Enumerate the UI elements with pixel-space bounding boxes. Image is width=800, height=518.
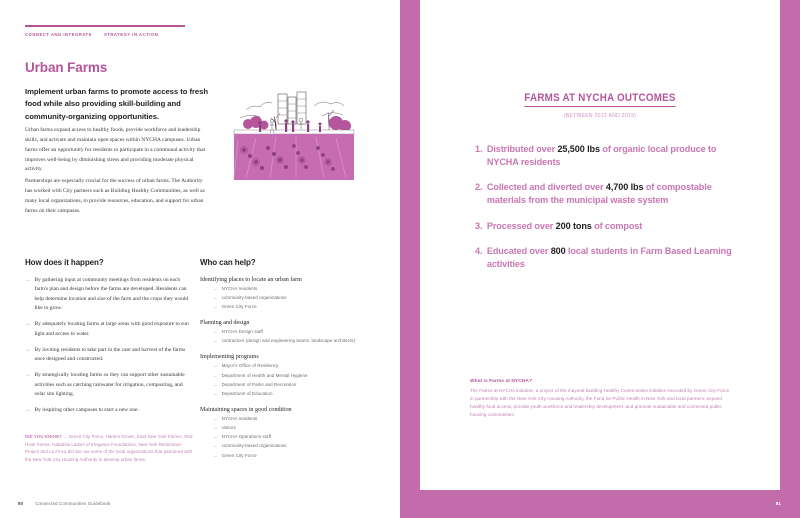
outcome-prefix: Collected and diverted over <box>486 182 606 193</box>
who-group-label: Maintaining spaces in good condition <box>200 406 292 413</box>
arrow-icon: → <box>213 390 218 396</box>
body-paragraph-1: Urban farms expand access to healthy foods, provide workforce and leadership skills, and activate and maintain open spaces within NYCHA campuses. Urban farms offer an opportunity for residents to participate in a communal activity that improves well-being by diminishing stress and providing moderate physical activity. <box>25 127 206 173</box>
outcome-value: 200 tons <box>555 220 592 231</box>
list-item <box>213 373 370 380</box>
arrow-icon: → <box>213 443 218 449</box>
arrow-icon: → <box>213 329 218 335</box>
who-group-list <box>200 286 370 311</box>
list-item <box>213 391 370 398</box>
arrow-icon: → <box>213 295 218 301</box>
list-item-text: By inviting residents to take part in the care and harvest of the farms once designed and constructed. <box>34 346 186 363</box>
who-group-label: Planning and design <box>200 320 250 327</box>
outcome-prefix: Distributed over <box>486 144 558 154</box>
list-item <box>25 320 193 339</box>
what-is-farms-block <box>470 379 732 420</box>
who-group-label: Identifying places to locate an urban farm <box>200 277 302 283</box>
arrow-icon: → <box>213 434 218 440</box>
how-heading: How does it happen? <box>25 258 104 267</box>
lead-statement: Implement urban farms to promote access to fresh food while also providing skill-building and community-organizing opportunities. <box>25 87 209 121</box>
list-item <box>213 416 370 423</box>
list-item <box>25 406 193 415</box>
list-item-text: community-based organizations <box>221 443 287 449</box>
arrow-icon: → <box>25 406 31 413</box>
arrow-icon: → <box>25 277 31 283</box>
who-can-help-column <box>200 258 370 462</box>
outcome-suffix: local students in Farm Based Learning activities <box>486 246 732 269</box>
who-heading: Who can help? <box>200 258 256 267</box>
arrow-icon: → <box>213 304 218 310</box>
list-item <box>213 363 370 370</box>
list-item-text: By strategically locating farms so they can support other sustainable activities such as catching rainwater for irrigation, composting, and solar site lighting. <box>34 372 185 398</box>
outcome-number: 2. <box>475 182 483 193</box>
header-rule <box>25 25 185 27</box>
breadcrumb <box>25 32 158 37</box>
did-you-know-label: DID YOU KNOW? <box>25 434 62 439</box>
body-paragraph-2: Partnerships are especially crucial for the success of urban farms. The Authority has worked with City partners such as Building Healthy Communities, as well as many local organizations, to provide resources, education, and support for urban farms on their campuses. <box>25 178 205 214</box>
list-item-text: Department of Health and Mental Hygiene <box>221 372 308 378</box>
outcomes-list <box>475 143 735 283</box>
arrow-icon: → <box>62 434 68 439</box>
outcome-value: 800 <box>550 246 566 257</box>
list-item-text: By inspiring other campuses to start a new one. <box>34 406 139 413</box>
outcome-item <box>475 181 735 207</box>
left-page-footer <box>18 501 110 506</box>
list-item <box>213 382 370 389</box>
outcome-number: 1. <box>475 144 483 154</box>
right-page <box>400 0 800 518</box>
what-is-text: The Farms at NYCHA initiative, a project of the mayoral Building Healthy Communities initiative executed by Green City Force in partnership with the New York City Housing Authority, the Fund for Public Health in New York and local partners, expand healthy food access, provide youth workforce and leadership development, and promote sustainable and connected public housing communities. <box>470 387 730 418</box>
who-group-list <box>200 416 370 460</box>
outcome-number: 4. <box>475 246 483 257</box>
list-item <box>25 371 193 399</box>
list-item <box>213 453 370 460</box>
list-item-text: Department of Education <box>221 390 273 396</box>
outcomes-title-text: FARMS AT NYCHA OUTCOMES <box>524 92 675 107</box>
arrow-icon: → <box>213 452 218 458</box>
list-item-text: NYCHA Operations staff <box>221 434 272 440</box>
list-item <box>213 338 370 345</box>
list-item-text: Department of Parks and Recreation <box>221 381 297 387</box>
arrow-icon: → <box>213 363 218 369</box>
book-title: Connected Communities Guidebook <box>35 501 111 506</box>
what-is-heading: What is Farms at NYCHA? <box>470 379 533 384</box>
outcome-text <box>487 143 735 169</box>
urban-farm-illustration <box>232 88 356 188</box>
page-number: 81 <box>775 501 781 506</box>
outcome-suffix: of organic local produce to NYCHA residents <box>486 144 717 167</box>
outcome-number: 3. <box>475 220 483 231</box>
outcome-text <box>487 245 735 271</box>
page-title: Urban Farms <box>25 60 108 75</box>
list-item-text: NYCHA residents <box>221 286 258 291</box>
who-group-label: Implementing programs <box>200 354 259 361</box>
how-does-it-happen-column <box>25 258 193 422</box>
outcome-value: 4,700 lbs <box>605 182 644 193</box>
outcome-text <box>487 181 735 207</box>
list-item <box>213 304 370 311</box>
list-item <box>213 425 370 432</box>
who-group-list <box>200 329 370 345</box>
list-item-text: community-based organizations <box>221 295 287 301</box>
arrow-icon: → <box>213 415 218 421</box>
list-item <box>25 276 193 314</box>
breadcrumb-section: CONNECT AND INTEGRATE <box>25 32 92 37</box>
outcome-suffix: of compost <box>591 220 643 231</box>
list-item-text: By gathering input at community meetings from residents on each farm's plan and design before the farms are developed. Residents can help determine location and size of the farm and the crops they would like to grow. <box>34 277 189 312</box>
outcome-prefix: Processed over <box>486 220 556 231</box>
list-item-text: contractors (design and engineering teams, landscape architects) <box>221 338 356 344</box>
breadcrumb-subsection: STRATEGY IN ACTION <box>103 32 159 37</box>
arrow-icon: → <box>213 286 218 291</box>
arrow-icon: → <box>213 338 218 344</box>
outcome-item <box>475 143 735 169</box>
arrow-icon: → <box>213 425 218 431</box>
list-item <box>213 434 370 441</box>
arrow-icon: → <box>213 381 218 387</box>
list-item <box>213 286 370 293</box>
list-item-text: By adequately locating farms at large areas with good exposure to sun light and access to water. <box>34 321 189 337</box>
did-you-know-callout <box>25 433 197 464</box>
outcome-prefix: Educated over <box>486 246 551 257</box>
list-item-text: visitors <box>221 425 236 431</box>
who-group-list <box>200 363 370 397</box>
list-item-text: Green City Force <box>221 304 257 310</box>
list-item <box>213 295 370 302</box>
outcome-suffix: of compostable materials from the municipal waste system <box>486 182 712 206</box>
arrow-icon: → <box>25 346 31 353</box>
how-list <box>25 276 193 415</box>
outcomes-card <box>420 0 780 490</box>
outcomes-subtitle: (BETWEEN 2012 AND 2019) <box>563 113 637 119</box>
arrow-icon: → <box>25 321 31 328</box>
list-item-text: Mayor's Office of Resiliency <box>221 363 279 369</box>
list-item <box>213 329 370 336</box>
outcome-text <box>487 220 642 233</box>
list-item-text: NYCHA Design staff <box>221 329 263 335</box>
did-you-know-text: Green City Force, Harlem Grown, East New York Farms!, Red Hook Farms, Isabahlia Ladies of Elegance Foundations, New York Restoration Project and La Finca del Sur are some of the local organizations that partnered with the New York City Housing Authority to develop urban farms. <box>25 434 193 463</box>
list-item <box>213 443 370 450</box>
arrow-icon: → <box>25 372 31 379</box>
outcome-item <box>475 220 735 233</box>
list-item-text: Green City Force <box>221 452 257 458</box>
list-item <box>25 346 193 365</box>
outcome-value: 25,500 lbs <box>557 144 600 154</box>
outcome-item <box>475 245 735 271</box>
page-number: 80 <box>18 501 24 506</box>
list-item-text: NYCHA residents <box>221 415 258 421</box>
arrow-icon: → <box>213 372 218 378</box>
outcomes-title <box>445 92 755 104</box>
